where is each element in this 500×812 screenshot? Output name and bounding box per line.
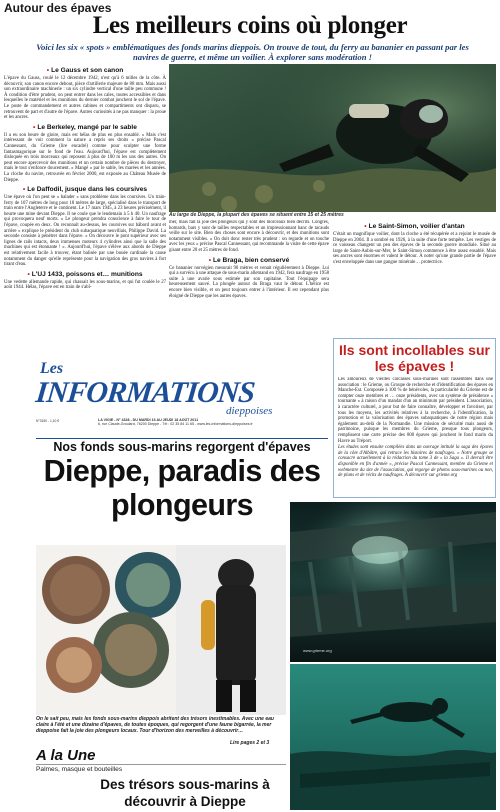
section-text-braga: Ce bananier norvégien mesurait 90 mètres et venait régulièrement à Dieppe. Lui qui a survécu à une attaque de sous-marin allemand en 1942, fera naufrage en 1958 suite à une avarie sous estimée par son capitaine. Tout l'équipage sera heureusement sauvé. La plongée autour du Braga vaut le détour. L'hélice est encore bien visible, et on peut toujours entrer à l'intérieur. Il est cependant plus éloigné de Dieppe que les autres épaves.	[169, 265, 329, 299]
page-headline: Les meilleurs coins où plonger	[92, 12, 408, 39]
front-kicker: Nos fonds sous-marins regorgent d'épaves	[53, 440, 311, 454]
front-pages-ref: Lire pages 2 et 3	[230, 740, 270, 746]
section-title-uj1433: • L'UJ 1433, poissons et… munitions	[27, 270, 143, 278]
section-title-berkeley: • Le Berkeley, mangé par le sable	[33, 123, 137, 131]
diver-photo-caption: Au large de Dieppe, la plupart des épaves se situent entre 15 et 25 mètres	[169, 212, 344, 218]
section-rubric: Autour des épaves	[4, 1, 112, 15]
masthead-issue: N°3150 - 1,10 €	[36, 419, 60, 423]
masthead-info-line2: 6, rue Claude-Groulard, 76200 Dieppe - Tél : 02 35 84 11 65 - www.les-informations-dieppoises.fr	[98, 422, 253, 427]
section-text-uj1433: Une vedette allemande rapide, qui chassait les sous-marins, et qui fut coulée le 27 août 1944. Hélas, l'épave est en train de s'abî-	[4, 279, 166, 291]
front-headline: Dieppe, paradis des plongeurs	[43, 454, 321, 522]
une-label: A la Une	[36, 747, 96, 764]
article-column-3	[333, 220, 496, 334]
section-text-gauss: L'épave du Gauss, coulé le 12 décembre 1942, n'est qu'à 6 milles de la côte. À découvrir, son canon encore debout, pièce d'artillerie majeure de 88 mm. Mais aussi son extraordinaire machinerie : un six cylindre vertical d'une taille peu commune ! À condition d'être prudent, on peut entrer dans les cales, toutes accessibles et dans lesquelles le matériel et les munitions du dernier combat jonchent le sol de l'épave. Le poste de commandement et autres cabines et compartiments ont disparu, se retrouvent de part et d'autre de l'épave. Autres curiosités à ne pas manquer : la proue et les ancres.	[4, 76, 166, 121]
masthead-les: Les	[40, 360, 64, 377]
grieme-info-box	[333, 338, 496, 498]
wreck-photo	[290, 502, 496, 662]
lede: Voici les six « spots » emblématiques des fonds marins dieppois. On trouve de tout, du ferry au bananier en passant par les navires de guerre, et même un voilier. À explorer sans modération !	[36, 42, 469, 62]
masthead-title: INFORMATIONS	[34, 376, 256, 409]
article-column-2	[169, 220, 329, 354]
diver-photo	[169, 64, 496, 212]
section-text-berkeley: Il a eu son heure de gloire, mais est hélas de plus en plus ensablé. « Mais c'est intéressant de voir comment la nature a repris ses droits » précise Pascal Cannessant, du Grieme (lire encadré) comme pour sculpter une forme fantasmagorique sur le fond de l'eau. Aujourd'hui, l'épave est complètement disloquée en trois morceaux qui reposent à plus de 100 m les uns des autres. On peut encore apercevoir des munitions et un certain nombre de pièces du destroyer, mais le tout s'enfonce doucement. « Mangé » par le sable, les marées et les années. La cloche du navire, retrouvée en février 2000, est exposée au Château Musée de Dieppe.	[4, 132, 166, 183]
section-text-saint-simon: C'était un magnifique voilier, dont la cloche a été récupérée et a rejoint le musée de Dieppe en 2004. Il a sombré en 1926, à la suite d'une forte tempête. Les vestiges de ce vaisseau changent un peu des épaves de la seconde guerre mondiale. Situé au large de Saint-Aubin-sur-Mer, le Saint-Simon commence à être assez ensablé. Mais ses ancres sont énormes et valent le détour. À noter qu'une grande partie de l'épave s'est enveloppée dans une gangue minérale… protectrice.	[333, 232, 496, 265]
box-text-2: Les études sont ensuite compilées dans un ouvrage intitulé la saga des épaves de la côte d'Albâtre, qui retrace les histoires de naufrages. « Notre groupe se consacre actuellement à la rédaction du tome 3 de « la Saga ». Il devrait être disponible en fin d'année », précise Pascal Cannessant, membre du Grieme et webmestre du site de l'association, qui regorge de photos sous-marines ou non, de plans et de récits de naufrages. À découvrir sur grieme.org	[338, 445, 493, 479]
masthead-info-line1: LA VIGIE - N° 4328 - DU MARDI 16 AU JEUDI 18 AOÛT 2011	[98, 418, 199, 422]
box-text	[338, 377, 493, 495]
section-title-braga: • Le Braga, bien conservé	[208, 256, 290, 264]
une-headline: Des trésors sous-marins à découvrir à Dieppe	[100, 777, 270, 809]
article-column-1	[4, 64, 166, 359]
une-kicker: Palmes, masque et bouteilles	[36, 766, 123, 773]
section-text-daffodil: Une épave où l'on peut se « balader » sans problème dans les coursives. Un train-ferry de 107 mètres de long pour 18 mètres de large, spécialisé dans le transport de train entre l'Angleterre et le continent. Le 17 mars 1945, à 23 heures précisément, il heurte une mine devant Dieppe. Il ne coule que le lendemain à 5 h 40. Un naufrage qui provoquera neuf morts. « Le plongeur prendra conscience à faire le tour de l'épave, coupée en deux. On reconnaît au-dessus, les coursives sur bâbord avant et arrière » explique le président du club subaquatique neuvillais, Philippe David. La seconde consiste à pénétrer dans l'épave. « On découvre le pont supérieur avec ses lignes de rails intacts, deux immenses moteurs 4 cylindres ainsi que la salle des machines qui est étonnante ! ». Aujourd'hui, l'épave s'élève aux abords de Dieppe est relativement facile à trouver, étant balisée par une bouée cardinale la cause notamment du danger qu'elle représente pour la navigation des gros navires à fort tirant d'eau.	[4, 195, 166, 268]
box-title: Ils sont incollables sur les épaves !	[339, 342, 490, 374]
section-title-daffodil: • Le Daffodil, jusque dans les coursives	[22, 186, 148, 194]
section-title-gauss: • Le Gauss et son canon	[46, 67, 124, 74]
section-title-saint-simon: • Le Saint-Simon, voilier d'antan	[364, 223, 465, 230]
grieme-watermark: www.grieme.org	[303, 648, 332, 653]
newspaper-masthead	[36, 360, 328, 436]
box-text-1: Les amoureux de vieilles carcasses sous-marines sont rassemblés dans une association : le Grieme, ou Groupe de recherche et d'identification des épaves en Manche-Est. Composée à 100 % de bénévoles, la particularité du Grieme est de compter onze membres et … onze présidents, avec un système de présidence « tournante » à raison d'un mandat d'un an minimum par président. L'association, à caractère culturel, a pour but de faire connaître, développer et favoriser, par tous les moyens, les activités relatives à la recherche, à l'identification, la promotion et la valorisation des épaves subaquatiques de notre région mais également au-delà de la Normandie. Une mission de sécurité mais aussi de patrimoine, puisque les membres du Grieme, presque tous plongeurs, remplissent une carte précise des 800 épaves qui jonchent le fond marin du Havre au Tréport.	[338, 377, 493, 444]
masthead-subtitle: dieppoises	[226, 405, 273, 417]
front-caption: On le sait peu, mais les fonds sous-marins dieppois abritent des trésors inestimables. Avec une eau claire à l'été et une dizaine d'épaves, de toutes époques, qui regorgent d'une faune bigarrée, la mer dieppoise fait la joie des plongeurs locaux. Tour d'horizon des merveilles à découvrir…	[36, 716, 274, 734]
masthead-rule	[36, 438, 328, 439]
une-divider	[36, 764, 286, 765]
uj1433-continued-text: mer, mais fait la joie des plongeurs qui y sont des morceaux bien décrits. Congres, homards, bars y sont de tailles respectables et un impressionnant banc de tacauds veille sur le site. Bien des choses sont encore à découvrir, et des munitions sont notamment visibles. « On doit donc rester très prudent : on regarde et on touche avec les yeux » précise Pascal Cannessant, qui recommande la visite de cette épave gisant entre 20 et 25 mètres de fond.	[169, 220, 329, 253]
collage-photo	[36, 545, 286, 715]
masthead-info	[98, 418, 326, 427]
diver-wreck-photo	[290, 664, 496, 810]
